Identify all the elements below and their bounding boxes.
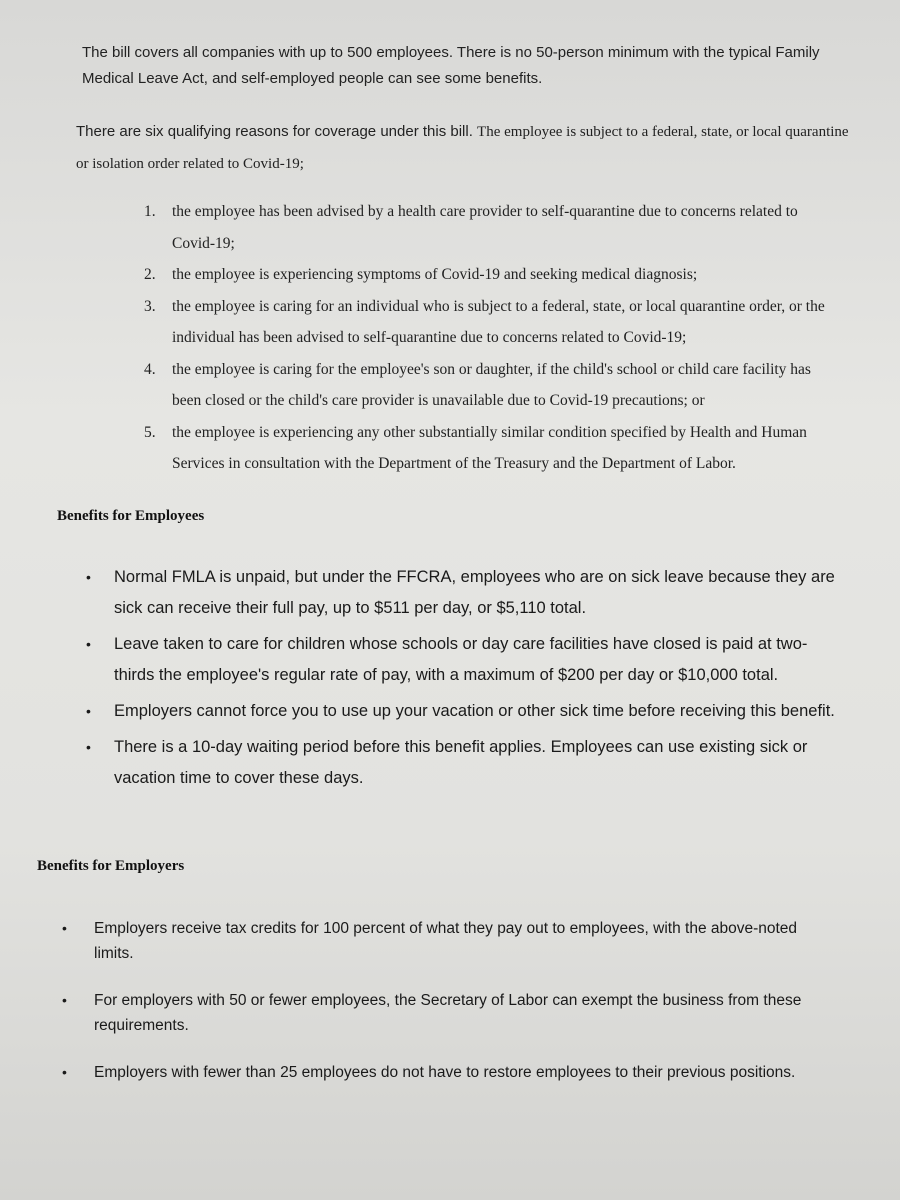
list-item-text: Employers cannot force you to use up your vacation or other sick time before receiving this benefit. [114, 702, 835, 720]
list-number: 3. [144, 297, 156, 315]
bullet-icon: • [62, 992, 67, 1008]
list-item-text: the employee has been advised by a health care provider to self-quarantine due to concerns related to Covid-19; [172, 203, 798, 252]
bullet-icon: • [86, 636, 91, 652]
list-item [140, 354, 840, 417]
list-item [60, 988, 840, 1038]
list-item-text: Employers with fewer than 25 employees do not have to restore employees to their previous positions. [94, 1064, 796, 1081]
employer-benefits-list [60, 916, 840, 1107]
intro-paragraph: The bill covers all companies with up to 500 employees. There is no 50-person minimum with the typical Family Medical Leave Act, and self-employed people can see some benefits. [82, 44, 820, 87]
employee-benefits-list [82, 562, 842, 799]
list-item-text: the employee is caring for the employee's son or daughter, if the child's school or child care facility has been closed or the child's care provider is unavailable due to Covid-19 precautions; or [172, 360, 811, 409]
list-number: 5. [144, 423, 156, 441]
qualifying-reasons-list [140, 196, 840, 480]
list-item-text: the employee is caring for an individual who is subject to a federal, state, or local quarantine order, or the individual has been advised to self-quarantine due to concerns related to Covid-19; [172, 297, 825, 346]
list-number: 1. [144, 203, 156, 220]
list-item [140, 259, 840, 291]
list-number: 2. [144, 266, 156, 283]
bullet-icon: • [62, 920, 67, 936]
list-item-text: Employers receive tax credits for 100 percent of what they pay out to employees, with the above-noted limits. [94, 920, 798, 962]
bullet-icon: • [62, 1064, 67, 1080]
list-item-text: For employers with 50 or fewer employees, the Secretary of Labor can exempt the business from these requirements. [94, 992, 802, 1034]
list-item [140, 196, 840, 259]
list-item-text: Leave taken to care for children whose schools or day care facilities have closed is paid at two-thirds the employee's regular rate of pay, with a maximum of $200 per day or $10,000 total. [114, 635, 808, 684]
list-item [82, 629, 842, 691]
list-item-text: the employee is experiencing any other substantially similar condition specified by Health and Human Services in consultation with the Department of the Treasury and the Department of Labor. [172, 423, 807, 472]
list-item [140, 291, 840, 354]
list-item [82, 696, 842, 727]
list-item [60, 916, 840, 966]
list-item-text: There is a 10-day waiting period before this benefit applies. Employees can use existing sick or vacation time to cover these days. [114, 738, 808, 787]
bullet-icon: • [86, 703, 91, 719]
reasons-intro-paragraph [76, 116, 856, 180]
reasons-intro-rest: The employee is subject to a federal, state, or local quarantine or isolation order related to Covid-19; [76, 124, 849, 172]
list-item [140, 417, 840, 480]
bullet-icon: • [86, 739, 91, 755]
employees-section-heading: Benefits for Employees [57, 508, 205, 524]
list-number: 4. [144, 360, 156, 378]
list-item-text: Normal FMLA is unpaid, but under the FFCRA, employees who are on sick leave because they are sick can receive their full pay, up to $511 per day, or $5,110 total. [114, 568, 835, 617]
list-item [82, 732, 842, 794]
list-item-text: the employee is experiencing symptoms of Covid-19 and seeking medical diagnosis; [172, 266, 698, 283]
list-item [82, 562, 842, 624]
list-item [60, 1060, 840, 1085]
employers-section-heading: Benefits for Employers [37, 858, 185, 874]
reasons-intro-lead: There are six qualifying reasons for coverage under this bill. [76, 123, 473, 140]
bullet-icon: • [86, 569, 91, 585]
